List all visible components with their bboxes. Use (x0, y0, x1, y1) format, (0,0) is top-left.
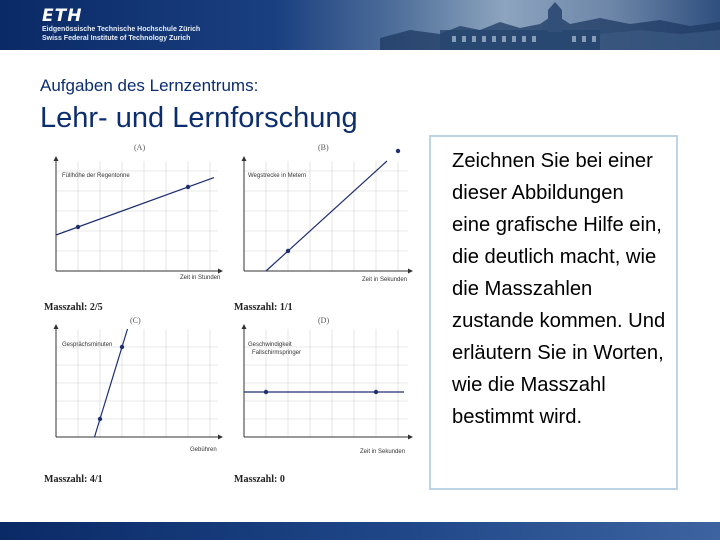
panel-c-tag: (C) (130, 316, 141, 325)
eth-logo: ETH (42, 6, 83, 26)
panel-d-point-1 (264, 390, 268, 394)
eth-header-banner (0, 0, 720, 50)
panel-b-xlabel: Zeit in Sekunden (362, 277, 408, 283)
panel-c-xlabel: Gebühren (190, 447, 217, 453)
panel-d-xlabel: Zeit in Sekunden (360, 449, 406, 455)
task-text: Zeichnen Sie bei einer dieser Abbildungen eine grafische Hilfe ein, die deutlich macht, wie die Masszahlen zustande kommen. Und erläutern Sie in Worten, wie die Masszahl bestimmt wird. (452, 150, 666, 428)
slide-title: Lehr- und Lernforschung (40, 102, 358, 134)
footer-bar (0, 522, 720, 540)
panel-c-point-1 (98, 417, 102, 421)
panel-d-caption: Masszahl: 0 (234, 474, 285, 485)
panel-c (44, 316, 223, 485)
panel-a-caption: Masszahl: 2/5 (44, 302, 103, 313)
panel-b-ylabel: Wegstrecke in Metern (248, 173, 307, 179)
zurich-skyline-photo (0, 0, 720, 50)
panel-b-caption: Masszahl: 1/1 (234, 302, 293, 313)
graph-figure (42, 139, 420, 487)
panel-d-ylabel-line2: Fallschirmspringer (252, 350, 302, 356)
panel-d-ylabel (248, 342, 301, 356)
panel-d-point-2 (374, 390, 378, 394)
institution-name-de: Eidgenössische Technische Hochschule Zürich (42, 26, 201, 33)
panel-d-tag: (D) (318, 316, 330, 325)
panel-d-ylabel-line1: Geschwindigkeit (248, 342, 292, 348)
panel-a (44, 143, 223, 313)
panel-b-point-1 (286, 249, 290, 253)
panel-b-tag: (B) (318, 143, 329, 152)
task-textbox (429, 135, 678, 490)
slide-kicker: Aufgaben des Lernzentrums: (40, 76, 259, 95)
panel-a-point-2 (186, 185, 190, 189)
panel-c-caption: Masszahl: 4/1 (44, 474, 103, 485)
panel-b (234, 143, 413, 313)
panel-a-xlabel: Zeit in Stunden (180, 275, 221, 281)
panel-c-point-2 (120, 345, 124, 349)
institution-name-en: Swiss Federal Institute of Technology Zurich (42, 35, 191, 42)
panel-d (234, 316, 413, 485)
panel-a-ylabel: Füllhöhe der Regentonne (62, 173, 130, 179)
graph-figure-svg (42, 139, 420, 487)
panel-c-ylabel: Gesprächsminuten (62, 342, 113, 348)
panel-a-tag: (A) (134, 143, 146, 152)
panel-a-point-1 (76, 225, 80, 229)
panel-b-point-2 (396, 149, 400, 153)
